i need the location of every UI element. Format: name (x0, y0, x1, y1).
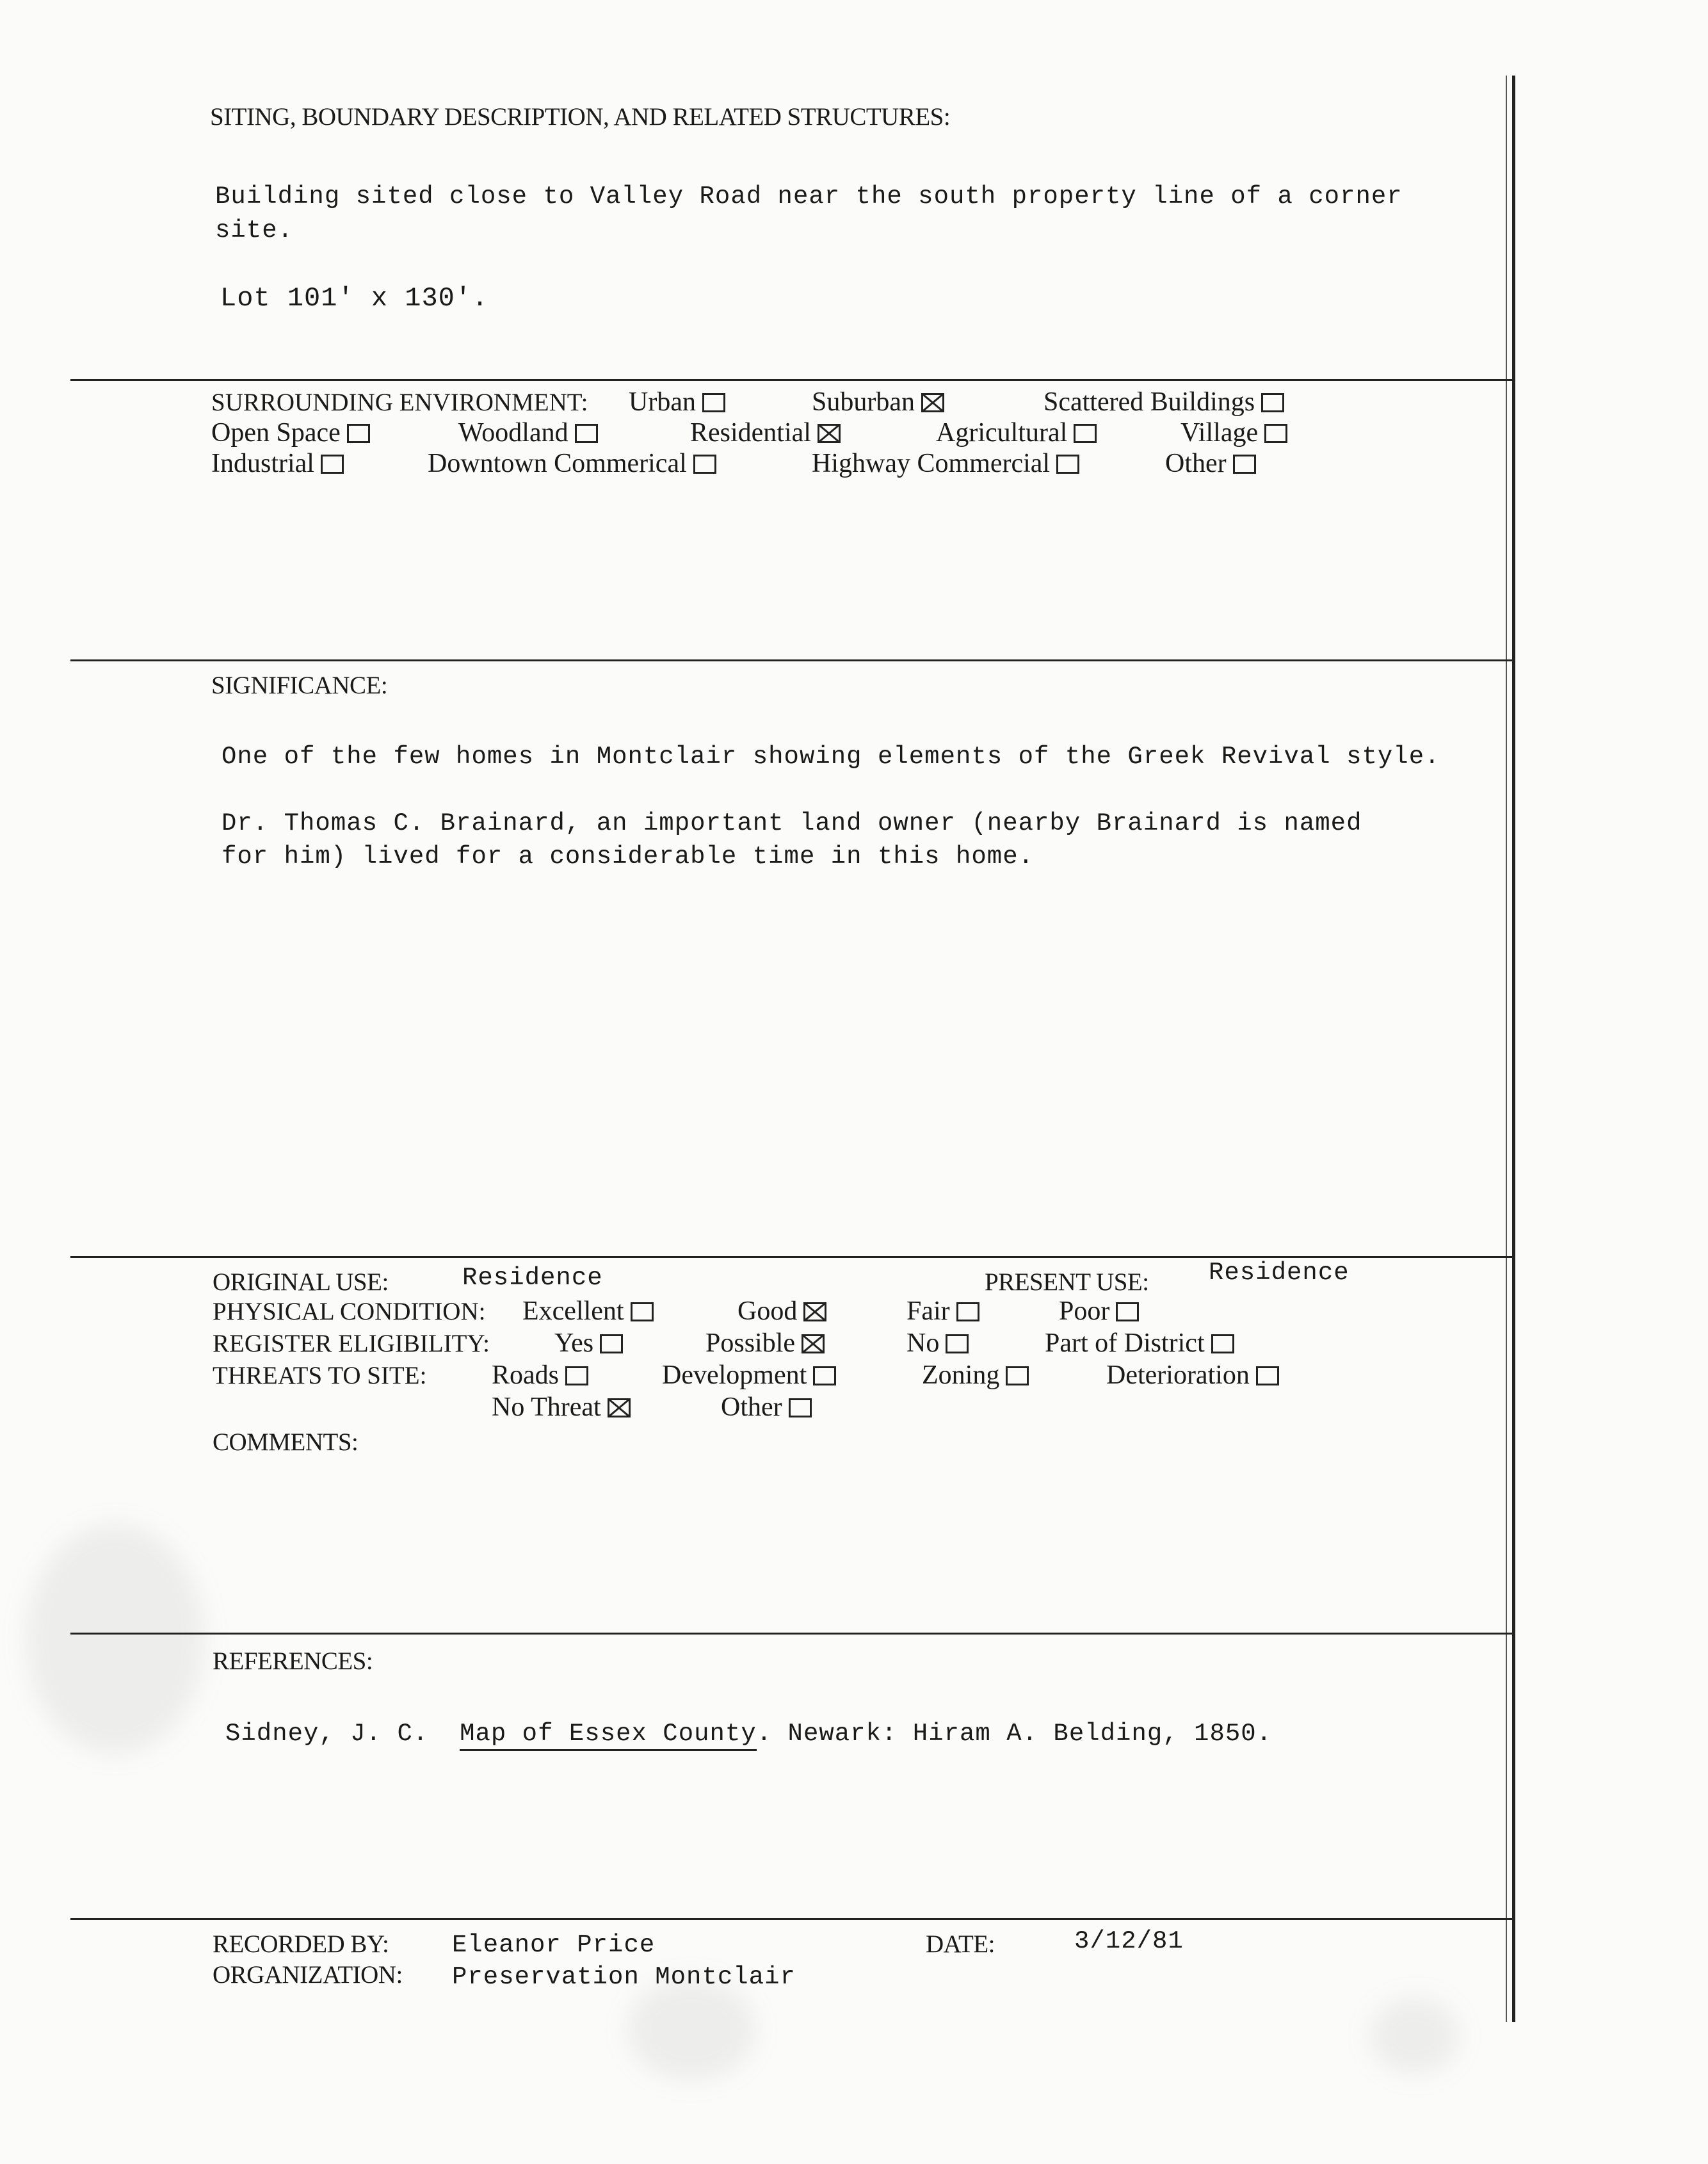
excellent-checkbox[interactable] (631, 1302, 654, 1321)
condition-good[interactable]: Good (737, 1296, 826, 1327)
original-use-value: Residence (462, 1264, 603, 1292)
threat-development[interactable]: Development (662, 1360, 836, 1391)
good-checkbox[interactable] (803, 1302, 826, 1321)
option-village[interactable]: Village (1180, 417, 1287, 448)
physical-condition-label: PHYSICAL CONDITION: (213, 1298, 486, 1325)
village-checkbox[interactable] (1264, 424, 1287, 443)
deterioration-checkbox[interactable] (1256, 1366, 1279, 1385)
option-highway-commercial[interactable]: Highway Commercial (812, 448, 1079, 479)
paper-smudge (1370, 1998, 1460, 2074)
significance-line-2: Dr. Thomas C. Brainard, an important land owner (nearby Brainard is named (222, 809, 1362, 837)
urban-checkbox[interactable] (702, 393, 725, 412)
references-heading: REFERENCES: (213, 1647, 373, 1675)
poor-checkbox[interactable] (1116, 1302, 1139, 1321)
section-divider (70, 1918, 1512, 1920)
option-open-space[interactable]: Open Space (211, 417, 370, 448)
organization-label: ORGANIZATION: (213, 1961, 403, 1989)
fair-checkbox[interactable] (956, 1302, 979, 1321)
comments-label: COMMENTS: (213, 1428, 359, 1456)
reference-author: Sidney, J. C. (225, 1720, 429, 1748)
environment-heading: SURROUNDING ENVIRONMENT: (211, 389, 588, 416)
district-checkbox[interactable] (1211, 1334, 1234, 1353)
option-downtown-commercial[interactable]: Downtown Commerical (428, 448, 716, 479)
significance-heading: SIGNIFICANCE: (211, 672, 388, 699)
condition-fair[interactable]: Fair (906, 1296, 979, 1327)
significance-line-3: for him) lived for a considerable time in this home. (222, 843, 1034, 871)
development-checkbox[interactable] (813, 1366, 836, 1385)
eligibility-no[interactable]: No (906, 1328, 969, 1359)
residential-checkbox[interactable] (818, 424, 841, 443)
organization-value: Preservation Montclair (452, 1963, 796, 1991)
recorded-by-label: RECORDED BY: (213, 1930, 389, 1958)
eligibility-possible[interactable]: Possible (705, 1328, 825, 1359)
recorded-by-value: Eleanor Price (452, 1931, 656, 1959)
option-suburban[interactable]: Suburban (812, 387, 944, 417)
original-use-label: ORIGINAL USE: (213, 1268, 389, 1296)
woodland-checkbox[interactable] (575, 424, 598, 443)
paper-smudge (26, 1524, 205, 1754)
eligibility-yes[interactable]: Yes (554, 1328, 623, 1359)
option-industrial[interactable]: Industrial (211, 448, 344, 479)
scattered-checkbox[interactable] (1261, 393, 1284, 412)
right-margin-rule (1506, 76, 1507, 2022)
industrial-checkbox[interactable] (321, 455, 344, 474)
reference-title: Map of Essex County (460, 1720, 757, 1751)
condition-excellent[interactable]: Excellent (522, 1296, 654, 1327)
siting-heading: SITING, BOUNDARY DESCRIPTION, AND RELATED STRUCTURES: (210, 103, 951, 131)
threat-none[interactable]: No Threat (492, 1392, 631, 1423)
section-divider (70, 379, 1512, 381)
reference-publisher: . Newark: Hiram A. Belding, 1850. (756, 1720, 1273, 1748)
option-woodland[interactable]: Woodland (458, 417, 598, 448)
paper-smudge (627, 1978, 755, 2081)
significance-line-1: One of the few homes in Montclair showing elements of the Greek Revival style. (222, 743, 1440, 771)
section-divider (70, 1633, 1512, 1635)
section-divider (70, 659, 1512, 661)
present-use-value: Residence (1209, 1259, 1349, 1287)
no-checkbox[interactable] (946, 1334, 969, 1353)
section-divider (70, 1256, 1512, 1258)
open-space-checkbox[interactable] (347, 424, 370, 443)
threat-other[interactable]: Other (721, 1392, 812, 1423)
option-other[interactable]: Other (1165, 448, 1256, 479)
possible-checkbox[interactable] (802, 1334, 825, 1353)
date-value: 3/12/81 (1074, 1927, 1184, 1955)
option-agricultural[interactable]: Agricultural (936, 417, 1097, 448)
right-margin-rule (1512, 76, 1515, 2022)
option-scattered-buildings[interactable]: Scattered Buildings (1043, 387, 1284, 417)
threat-roads[interactable]: Roads (492, 1360, 588, 1391)
no-threat-checkbox[interactable] (608, 1398, 631, 1417)
yes-checkbox[interactable] (600, 1334, 623, 1353)
option-residential[interactable]: Residential (690, 417, 841, 448)
option-urban[interactable]: Urban (629, 387, 725, 417)
threat-zoning[interactable]: Zoning (922, 1360, 1029, 1391)
register-eligibility-label: REGISTER ELIGIBILITY: (213, 1330, 490, 1357)
roads-checkbox[interactable] (565, 1366, 588, 1385)
zoning-checkbox[interactable] (1006, 1366, 1029, 1385)
date-label: DATE: (926, 1930, 995, 1958)
agricultural-checkbox[interactable] (1074, 424, 1097, 443)
threat-deterioration[interactable]: Deterioration (1106, 1360, 1279, 1391)
highway-checkbox[interactable] (1056, 455, 1079, 474)
lot-size: Lot 101' x 130'. (220, 283, 489, 314)
other-threat-checkbox[interactable] (789, 1398, 812, 1417)
threats-label: THREATS TO SITE: (213, 1362, 427, 1389)
present-use-label: PRESENT USE: (985, 1268, 1149, 1296)
condition-poor[interactable]: Poor (1059, 1296, 1139, 1327)
other-environment-checkbox[interactable] (1233, 455, 1256, 474)
eligibility-part-of-district[interactable]: Part of District (1045, 1328, 1234, 1359)
downtown-checkbox[interactable] (693, 455, 716, 474)
siting-line-2: site. (215, 216, 294, 245)
reference-entry (225, 1720, 1272, 1748)
suburban-checkbox[interactable] (921, 393, 944, 412)
siting-line-1: Building sited close to Valley Road near the south property line of a corner (215, 182, 1403, 211)
